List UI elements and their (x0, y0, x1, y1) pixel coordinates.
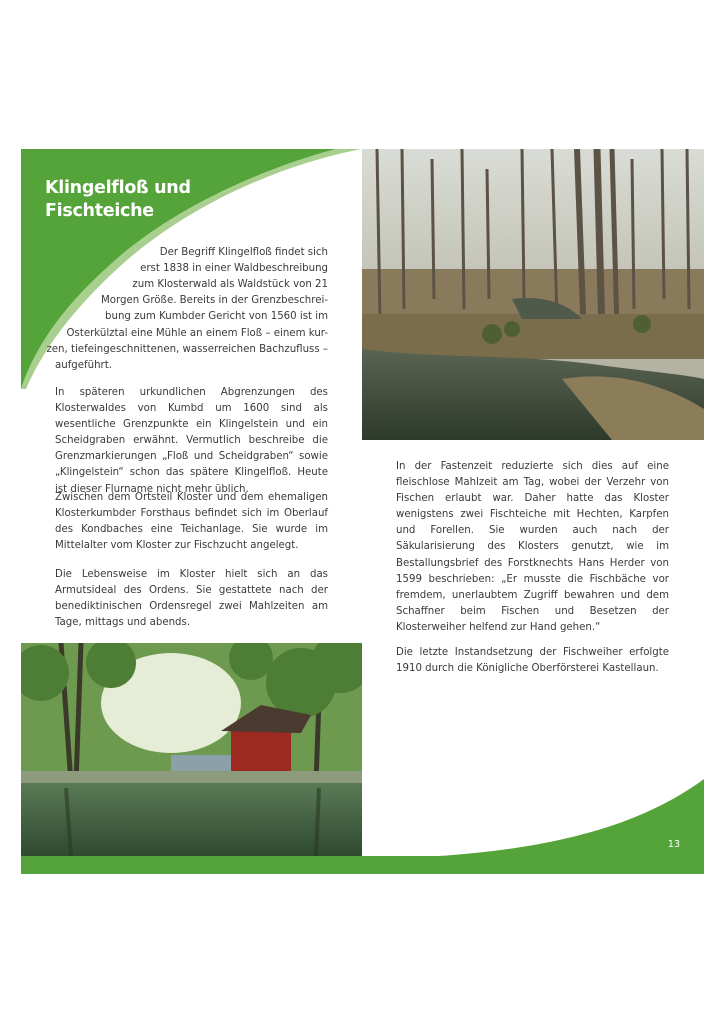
intro-line: bung zum Kumbder Gericht von 1560 ist im (105, 311, 328, 323)
page-number: 13 (667, 839, 680, 850)
forest-pond-photo (362, 149, 704, 440)
hut-pond-photo (21, 643, 362, 856)
bottom-green-bar (21, 856, 704, 874)
title-line-2: Fischteiche (45, 201, 154, 221)
right-column (396, 459, 669, 677)
page-title (45, 177, 191, 223)
left-column (46, 245, 328, 629)
intro-line: zen, tiefeingeschnittenen, wasserreichen Bachzufluss – (46, 343, 328, 355)
title-line-1: Klingelfloß und (45, 178, 191, 198)
paragraph: In späteren urkundlichen Abgrenzungen des Klosterwaldes von Kumbd um 1600 sind als wesentliche Grenzpunkte ein Klingelstein und ein Scheidgraben erwähnt. Vermutlich beschreibe die Grenzmarkierungen „Floß und Scheidgraben“ sowie „Klingelstein“ schon das spätere Klingelfloß. Heute ist dieser Flurname nicht mehr üblich. (55, 387, 328, 495)
intro-line: Morgen Größe. Bereits in der Grenzbeschrei- (100, 295, 328, 307)
paragraph: In der Fastenzeit reduzierte sich dies auf eine fleischlose Mahlzeit am Tag, wobei der Verzehr von Fischen erlaubt war. Daher hatte das Kloster wenigstens zwei Fischteiche mit Hechten, Karpfen und Forellen. Sie wurden auch nach der Säkularisierung des Klosters genutzt, wie im Bestallungsbrief des Forstknechts Hans Herder von 1599 beschrieben: „Er musste die Fischbäche vor fremdem, unerlaubtem Zugriff bewahren und dem Schaffner beim Fischen und Besetzen der Klosterweiher helfend zur Hand gehen.“ (396, 461, 669, 633)
intro-block (46, 245, 328, 375)
brochure-page (21, 149, 704, 874)
paragraph: Die letzte Instandsetzung der Fischweiher erfolgte 1910 durch die Königliche Oberförsterei Kastellaun. (396, 647, 669, 675)
intro-line: Der Begriff Klingelfloß findet sich (159, 247, 328, 258)
intro-line: zum Klosterwald als Waldstück von 21 (132, 279, 328, 291)
paragraph: Die Lebensweise im Kloster hielt sich an das Armutsideal des Ordens. Sie gestattete nach der benediktinischen Ordensregel zwei Mahlzeiten am Tage, mittags und abends. (55, 569, 328, 629)
intro-line: aufgeführt. (55, 359, 112, 371)
intro-line: erst 1838 in einer Waldbeschreibung (140, 263, 328, 275)
paragraph: Zwischen dem Ortsteil Kloster und dem ehemaligen Klosterkumbder Forsthaus befindet sich im Oberlauf des Kondbaches eine Teichanlage. Sie wurde im Mittelalter vom Kloster zur Fischzucht angelegt. (55, 492, 328, 552)
intro-line: Osterkülztal eine Mühle an einem Floß – einem kur- (66, 327, 328, 339)
